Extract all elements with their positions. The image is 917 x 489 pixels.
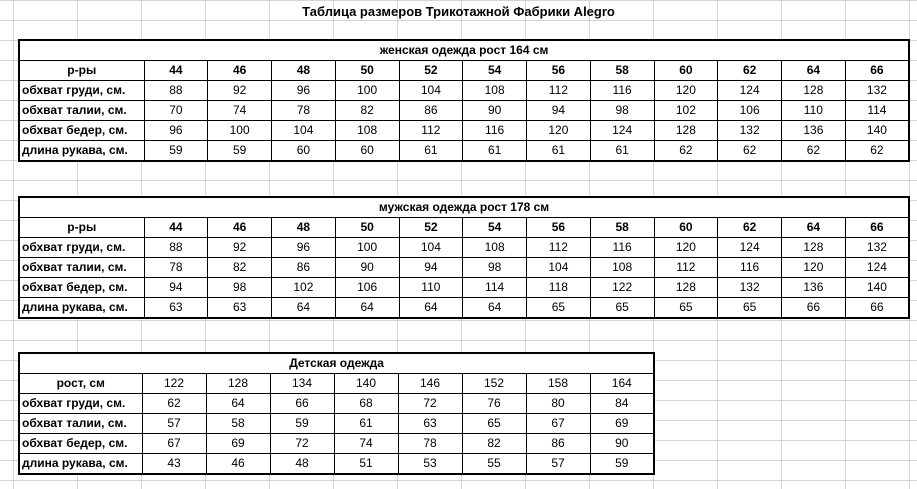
kids-size-table	[18, 352, 655, 475]
table-cell: 72	[398, 394, 462, 414]
table-cell: 92	[208, 238, 272, 258]
table-cell: 132	[718, 121, 782, 141]
women-size-cell: 58	[590, 61, 654, 81]
table-cell: 98	[590, 101, 654, 121]
table-row	[19, 141, 909, 162]
men-size-table	[18, 196, 910, 319]
table-cell: 78	[398, 434, 462, 454]
kids-size-cell: 122	[142, 374, 206, 394]
men-size-cell: 60	[654, 218, 718, 238]
table-cell: 78	[144, 258, 208, 278]
table-cell: 65	[718, 298, 782, 319]
women-size-header-label: р-ры	[19, 61, 144, 81]
row-label: длина рукава, см.	[19, 454, 142, 475]
table-row	[19, 414, 654, 434]
table-cell: 104	[399, 81, 463, 101]
kids-size-cell: 134	[270, 374, 334, 394]
table-row	[19, 121, 909, 141]
table-cell: 140	[845, 278, 909, 298]
table-cell: 59	[208, 141, 272, 162]
women-size-cell: 56	[527, 61, 591, 81]
table-cell: 108	[463, 238, 527, 258]
table-cell: 61	[399, 141, 463, 162]
table-cell: 90	[590, 434, 654, 454]
table-cell: 58	[206, 414, 270, 434]
table-cell: 43	[142, 454, 206, 475]
men-size-cell: 54	[463, 218, 527, 238]
kids-size-cell: 152	[462, 374, 526, 394]
table-cell: 116	[590, 238, 654, 258]
table-cell: 120	[782, 258, 846, 278]
table-cell: 108	[463, 81, 527, 101]
table-cell: 57	[142, 414, 206, 434]
table-cell: 86	[272, 258, 336, 278]
row-label: обхват груди, см.	[19, 238, 144, 258]
row-label: обхват талии, см.	[19, 258, 144, 278]
table-cell: 63	[208, 298, 272, 319]
table-cell: 116	[590, 81, 654, 101]
table-cell: 65	[462, 414, 526, 434]
table-cell: 120	[527, 121, 591, 141]
table-row	[19, 101, 909, 121]
table-cell: 88	[144, 238, 208, 258]
table-cell: 78	[272, 101, 336, 121]
table-cell: 98	[463, 258, 527, 278]
women-size-cell: 62	[718, 61, 782, 81]
table-cell: 136	[782, 278, 846, 298]
men-size-cell: 46	[208, 218, 272, 238]
women-table-title-row	[19, 40, 909, 61]
women-size-header-row	[19, 61, 909, 81]
table-cell: 69	[206, 434, 270, 454]
table-cell: 88	[144, 81, 208, 101]
men-table-title: мужская одежда рост 178 см	[19, 197, 909, 218]
table-cell: 122	[590, 278, 654, 298]
table-row	[19, 278, 909, 298]
table-cell: 102	[654, 101, 718, 121]
table-cell: 61	[334, 414, 398, 434]
table-cell: 114	[845, 101, 909, 121]
row-label: обхват талии, см.	[19, 414, 142, 434]
table-cell: 60	[272, 141, 336, 162]
table-row	[19, 298, 909, 319]
table-cell: 104	[272, 121, 336, 141]
table-cell: 84	[590, 394, 654, 414]
table-cell: 118	[527, 278, 591, 298]
table-cell: 102	[272, 278, 336, 298]
table-cell: 100	[335, 81, 399, 101]
table-cell: 124	[718, 238, 782, 258]
table-cell: 94	[527, 101, 591, 121]
women-table-title: женская одежда рост 164 см	[19, 40, 909, 61]
table-cell: 128	[654, 121, 718, 141]
table-cell: 94	[399, 258, 463, 278]
women-size-cell: 64	[782, 61, 846, 81]
table-cell: 59	[270, 414, 334, 434]
table-cell: 66	[270, 394, 334, 414]
kids-size-cell: 128	[206, 374, 270, 394]
kids-table-title-row	[19, 353, 654, 374]
row-label: обхват бедер, см.	[19, 121, 144, 141]
table-cell: 120	[654, 81, 718, 101]
table-row	[19, 81, 909, 101]
table-cell: 96	[272, 238, 336, 258]
row-label: длина рукава, см.	[19, 141, 144, 162]
table-cell: 59	[590, 454, 654, 475]
table-cell: 100	[335, 238, 399, 258]
women-size-table	[18, 39, 910, 162]
table-cell: 76	[462, 394, 526, 414]
table-cell: 86	[399, 101, 463, 121]
table-cell: 96	[272, 81, 336, 101]
men-size-cell: 52	[399, 218, 463, 238]
table-cell: 132	[845, 81, 909, 101]
table-cell: 61	[527, 141, 591, 162]
table-row	[19, 258, 909, 278]
table-cell: 62	[845, 141, 909, 162]
table-cell: 140	[845, 121, 909, 141]
table-cell: 82	[462, 434, 526, 454]
table-cell: 120	[654, 238, 718, 258]
men-size-header-row	[19, 218, 909, 238]
page-title: Таблица размеров Трикотажной Фабрики Alegro	[302, 4, 615, 19]
table-cell: 64	[399, 298, 463, 319]
kids-size-cell: 164	[590, 374, 654, 394]
table-cell: 67	[526, 414, 590, 434]
table-cell: 94	[144, 278, 208, 298]
table-cell: 90	[335, 258, 399, 278]
table-cell: 66	[845, 298, 909, 319]
table-row	[19, 238, 909, 258]
kids-size-cell: 146	[398, 374, 462, 394]
table-cell: 92	[208, 81, 272, 101]
table-cell: 64	[463, 298, 527, 319]
table-cell: 106	[335, 278, 399, 298]
table-cell: 104	[527, 258, 591, 278]
table-cell: 55	[462, 454, 526, 475]
men-size-cell: 48	[272, 218, 336, 238]
table-cell: 100	[208, 121, 272, 141]
table-cell: 108	[335, 121, 399, 141]
men-size-cell: 64	[782, 218, 846, 238]
table-cell: 57	[526, 454, 590, 475]
table-cell: 64	[272, 298, 336, 319]
table-cell: 65	[590, 298, 654, 319]
women-size-cell: 66	[845, 61, 909, 81]
women-size-cell: 54	[463, 61, 527, 81]
table-cell: 48	[270, 454, 334, 475]
table-cell: 74	[334, 434, 398, 454]
table-cell: 59	[144, 141, 208, 162]
table-cell: 110	[399, 278, 463, 298]
table-row	[19, 394, 654, 414]
table-cell: 128	[782, 81, 846, 101]
women-size-cell: 60	[654, 61, 718, 81]
men-size-cell: 62	[718, 218, 782, 238]
kids-size-cell: 158	[526, 374, 590, 394]
table-cell: 128	[782, 238, 846, 258]
table-cell: 124	[845, 258, 909, 278]
table-cell: 112	[654, 258, 718, 278]
women-size-cell: 48	[272, 61, 336, 81]
table-cell: 116	[463, 121, 527, 141]
table-cell: 98	[208, 278, 272, 298]
table-cell: 82	[335, 101, 399, 121]
women-size-cell: 44	[144, 61, 208, 81]
table-cell: 116	[718, 258, 782, 278]
table-cell: 68	[334, 394, 398, 414]
table-row	[19, 454, 654, 475]
table-cell: 112	[399, 121, 463, 141]
table-cell: 132	[845, 238, 909, 258]
men-table-title-row	[19, 197, 909, 218]
kids-size-header-label: рост, см	[19, 374, 142, 394]
kids-table-title: Детская одежда	[19, 353, 654, 374]
table-cell: 104	[399, 238, 463, 258]
row-label: обхват бедер, см.	[19, 434, 142, 454]
women-size-cell: 52	[399, 61, 463, 81]
table-cell: 136	[782, 121, 846, 141]
table-cell: 86	[526, 434, 590, 454]
table-cell: 112	[527, 238, 591, 258]
table-cell: 51	[334, 454, 398, 475]
men-size-cell: 44	[144, 218, 208, 238]
table-cell: 132	[718, 278, 782, 298]
table-cell: 69	[590, 414, 654, 434]
women-size-cell: 50	[335, 61, 399, 81]
row-label: обхват груди, см.	[19, 81, 144, 101]
men-size-cell: 56	[527, 218, 591, 238]
table-cell: 114	[463, 278, 527, 298]
row-label: длина рукава, см.	[19, 298, 144, 319]
table-cell: 82	[208, 258, 272, 278]
table-cell: 110	[782, 101, 846, 121]
table-cell: 96	[144, 121, 208, 141]
table-cell: 60	[335, 141, 399, 162]
row-label: обхват бедер, см.	[19, 278, 144, 298]
women-size-cell: 46	[208, 61, 272, 81]
men-size-cell: 66	[845, 218, 909, 238]
table-cell: 108	[590, 258, 654, 278]
table-cell: 112	[527, 81, 591, 101]
men-size-cell: 50	[335, 218, 399, 238]
table-cell: 90	[463, 101, 527, 121]
kids-size-header-row	[19, 374, 654, 394]
table-cell: 64	[335, 298, 399, 319]
table-cell: 124	[590, 121, 654, 141]
table-cell: 124	[718, 81, 782, 101]
table-cell: 53	[398, 454, 462, 475]
table-cell: 64	[206, 394, 270, 414]
table-cell: 62	[782, 141, 846, 162]
table-cell: 74	[208, 101, 272, 121]
table-cell: 128	[654, 278, 718, 298]
row-label: обхват талии, см.	[19, 101, 144, 121]
table-cell: 80	[526, 394, 590, 414]
table-cell: 66	[782, 298, 846, 319]
table-cell: 106	[718, 101, 782, 121]
table-cell: 62	[142, 394, 206, 414]
table-cell: 70	[144, 101, 208, 121]
men-size-cell: 58	[590, 218, 654, 238]
table-cell: 62	[654, 141, 718, 162]
table-row	[19, 434, 654, 454]
table-cell: 62	[718, 141, 782, 162]
table-cell: 72	[270, 434, 334, 454]
table-cell: 63	[398, 414, 462, 434]
table-cell: 46	[206, 454, 270, 475]
table-cell: 63	[144, 298, 208, 319]
table-cell: 65	[527, 298, 591, 319]
row-label: обхват груди, см.	[19, 394, 142, 414]
table-cell: 65	[654, 298, 718, 319]
table-cell: 61	[590, 141, 654, 162]
table-cell: 67	[142, 434, 206, 454]
men-size-header-label: р-ры	[19, 218, 144, 238]
table-cell: 61	[463, 141, 527, 162]
kids-size-cell: 140	[334, 374, 398, 394]
